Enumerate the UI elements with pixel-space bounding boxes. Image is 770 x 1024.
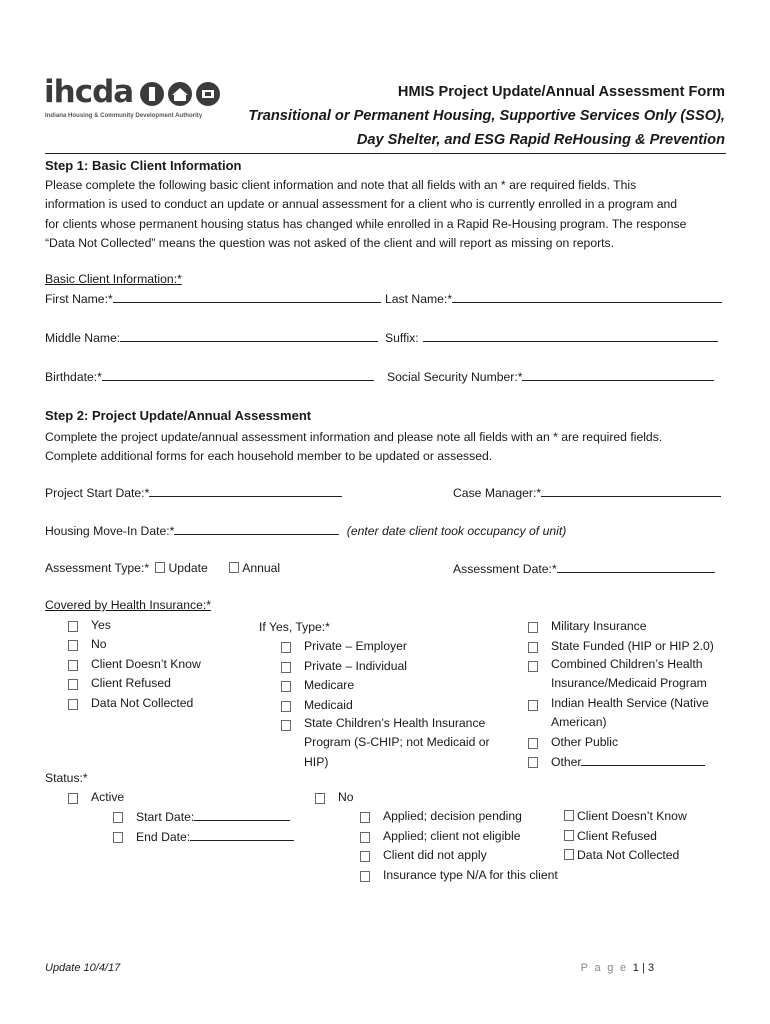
project-start-date-label: Project Start Date:*	[45, 486, 150, 500]
no-other-option[interactable]	[564, 848, 679, 862]
option-label: Client Refused	[577, 829, 657, 843]
option-label: Private – Individual	[304, 659, 407, 673]
checkbox[interactable]	[528, 738, 538, 749]
checkbox[interactable]	[564, 810, 574, 821]
birthdate-field[interactable]	[45, 369, 374, 384]
checkbox[interactable]	[528, 642, 538, 653]
option-label: No	[91, 637, 107, 651]
option-label-line: Program (S-CHIP; not Medicaid or	[304, 735, 490, 750]
option-label: Applied; client not eligible	[383, 829, 521, 843]
middle-name-label: Middle Name:	[45, 331, 121, 345]
suffix-line[interactable]	[423, 330, 718, 342]
option-label-line: Combined Children’s Health	[551, 657, 703, 671]
logo-icons	[139, 80, 221, 110]
checkbox[interactable]	[528, 622, 538, 633]
form-subtitle-2: Day Shelter, and ESG Rapid ReHousing & Prevention	[356, 132, 725, 148]
step1-line: for clients whose permanent housing status has changed while enrolled in a Rapid Re-Housing program. The response	[45, 216, 687, 231]
step1-line: Please complete the following basic client information and note that all fields with an * are required fields. This	[45, 178, 637, 192]
checkbox[interactable]	[281, 681, 291, 692]
page-word: P a g e	[580, 962, 628, 974]
suffix-field[interactable]	[385, 330, 718, 345]
option-label-line: Insurance/Medicaid Program	[551, 676, 707, 691]
option-label: Medicaid	[304, 698, 353, 712]
first-name-field[interactable]	[45, 291, 381, 306]
assessment-update-checkbox[interactable]	[155, 562, 165, 573]
end-date-label: End Date:	[136, 830, 191, 844]
housing-move-in-label: Housing Move-In Date:*	[45, 524, 175, 538]
last-name-label: Last Name:*	[385, 292, 453, 306]
option-label: No	[338, 790, 354, 804]
last-name-field[interactable]	[385, 291, 722, 306]
case-manager-line[interactable]	[541, 485, 721, 497]
checkbox[interactable]	[360, 871, 370, 882]
option-label	[551, 655, 707, 694]
option-label: Other Public	[551, 735, 619, 749]
birthdate-label: Birthdate:*	[45, 370, 102, 384]
assessment-type-field	[45, 561, 280, 575]
no-other-option[interactable]	[564, 809, 687, 823]
checkbox[interactable]	[113, 812, 123, 823]
housing-move-in-field[interactable]	[45, 523, 566, 538]
option-label: Yes	[91, 618, 111, 632]
option-label: Client Doesn’t Know	[91, 657, 201, 671]
form-subtitle-1: Transitional or Permanent Housing, Supportive Services Only (SSO),	[248, 108, 725, 124]
form-title: HMIS Project Update/Annual Assessment Form	[397, 84, 725, 100]
option-label-line: American)	[551, 715, 607, 730]
birthdate-line[interactable]	[102, 369, 374, 381]
ihcda-logo	[44, 74, 224, 124]
option-label: Data Not Collected	[577, 848, 680, 862]
option-label	[136, 809, 290, 824]
checkbox[interactable]	[564, 830, 574, 841]
checkbox[interactable]	[528, 757, 538, 768]
assessment-annual-checkbox[interactable]	[229, 562, 239, 573]
option-label	[551, 754, 705, 769]
start-date-line[interactable]	[194, 809, 290, 821]
checkbox[interactable]	[315, 793, 325, 804]
checkbox[interactable]	[68, 640, 78, 651]
checkbox[interactable]	[113, 832, 123, 843]
first-name-line[interactable]	[113, 291, 381, 303]
option-label: Active	[91, 790, 125, 804]
checkbox[interactable]	[281, 720, 291, 731]
option-label-line: State Children’s Health Insurance	[304, 716, 486, 730]
start-date-label: Start Date:	[136, 810, 195, 824]
assessment-annual-label: Annual	[242, 561, 281, 575]
option-label: State Funded (HIP or HIP 2.0)	[551, 639, 714, 653]
other-label: Other	[551, 755, 582, 769]
no-other-option[interactable]	[564, 829, 657, 843]
ssn-line[interactable]	[522, 369, 714, 381]
case-manager-label: Case Manager:*	[453, 486, 542, 500]
step1-heading: Step 1: Basic Client Information	[45, 158, 242, 173]
footer-update: Update 10/4/17	[45, 962, 121, 974]
step1-instructions	[45, 176, 735, 253]
ssn-label: Social Security Number:*	[387, 370, 523, 384]
checkbox[interactable]	[281, 662, 291, 673]
option-label: Client Doesn’t Know	[577, 809, 687, 823]
assessment-date-line[interactable]	[557, 561, 715, 573]
assessment-date-label: Assessment Date:*	[453, 562, 557, 576]
option-label	[551, 694, 709, 733]
last-name-line[interactable]	[452, 291, 722, 303]
ssn-field[interactable]	[387, 369, 714, 384]
step1-line: information is used to conduct an update or annual assessment for a client who is currently enrolled in a program and	[45, 197, 678, 212]
option-label: Insurance type N/A for this client	[383, 868, 558, 882]
assessment-update-label: Update	[168, 561, 208, 575]
step2-heading: Step 2: Project Update/Annual Assessment	[45, 408, 312, 423]
checkbox[interactable]	[528, 661, 538, 672]
footer-page	[581, 962, 654, 974]
project-start-date-line[interactable]	[149, 485, 342, 497]
step2-line: Complete additional forms for each household member to be updated or assessed.	[45, 449, 493, 464]
assessment-date-field[interactable]	[453, 561, 715, 576]
logo-text: ihcda	[44, 74, 134, 110]
checkbox[interactable]	[360, 832, 370, 843]
option-label	[136, 829, 294, 844]
checkbox[interactable]	[360, 851, 370, 862]
logo-subtitle: Indiana Housing & Community Development Authority	[45, 112, 203, 119]
option-label-line: Indian Health Service (Native	[551, 696, 709, 710]
basic-info-label: Basic Client Information:*	[45, 272, 182, 286]
step2-line: Complete the project update/annual assessment information and please note all fields with an * are required fields.	[45, 430, 663, 444]
if-yes-type-label: If Yes, Type:*	[259, 620, 330, 634]
first-name-label: First Name:*	[45, 292, 113, 306]
checkbox[interactable]	[564, 849, 574, 860]
housing-move-in-line[interactable]	[174, 523, 339, 535]
checkbox[interactable]	[360, 812, 370, 823]
option-label: Medicare	[304, 678, 355, 692]
suffix-label: Suffix:	[385, 331, 419, 345]
checkbox[interactable]	[528, 700, 538, 711]
option-label: Military Insurance	[551, 619, 647, 633]
checkbox[interactable]	[68, 699, 78, 710]
step1-line: “Data Not Collected” means the question was not asked of the client and will report as missing on reports.	[45, 235, 615, 250]
option-label: Data Not Collected	[91, 696, 194, 710]
checkbox[interactable]	[68, 679, 78, 690]
option-label: Client Refused	[91, 676, 171, 690]
assessment-type-label: Assessment Type:*	[45, 561, 150, 575]
step2-instructions	[45, 428, 735, 467]
end-date-line[interactable]	[190, 829, 294, 841]
checkbox[interactable]	[281, 701, 291, 712]
checkbox[interactable]	[68, 660, 78, 671]
project-start-date-field[interactable]	[45, 485, 342, 500]
status-label: Status:*	[45, 771, 88, 785]
middle-name-line[interactable]	[120, 330, 378, 342]
option-label	[304, 714, 490, 772]
health-insurance-label: Covered by Health Insurance:*	[45, 598, 211, 612]
option-label: Applied; decision pending	[383, 809, 522, 823]
middle-name-field[interactable]	[45, 330, 378, 345]
option-label: Private – Employer	[304, 639, 407, 653]
checkbox[interactable]	[68, 793, 78, 804]
checkbox[interactable]	[281, 642, 291, 653]
option-label-line: HIP)	[304, 754, 329, 769]
checkbox[interactable]	[68, 621, 78, 632]
other-line[interactable]	[581, 754, 705, 766]
header-divider	[45, 153, 726, 154]
page-number: 1 | 3	[632, 962, 654, 974]
option-label: Client did not apply	[383, 848, 487, 862]
housing-move-in-note: (enter date client took occupancy of unit)	[346, 524, 567, 538]
case-manager-field[interactable]	[453, 485, 721, 500]
